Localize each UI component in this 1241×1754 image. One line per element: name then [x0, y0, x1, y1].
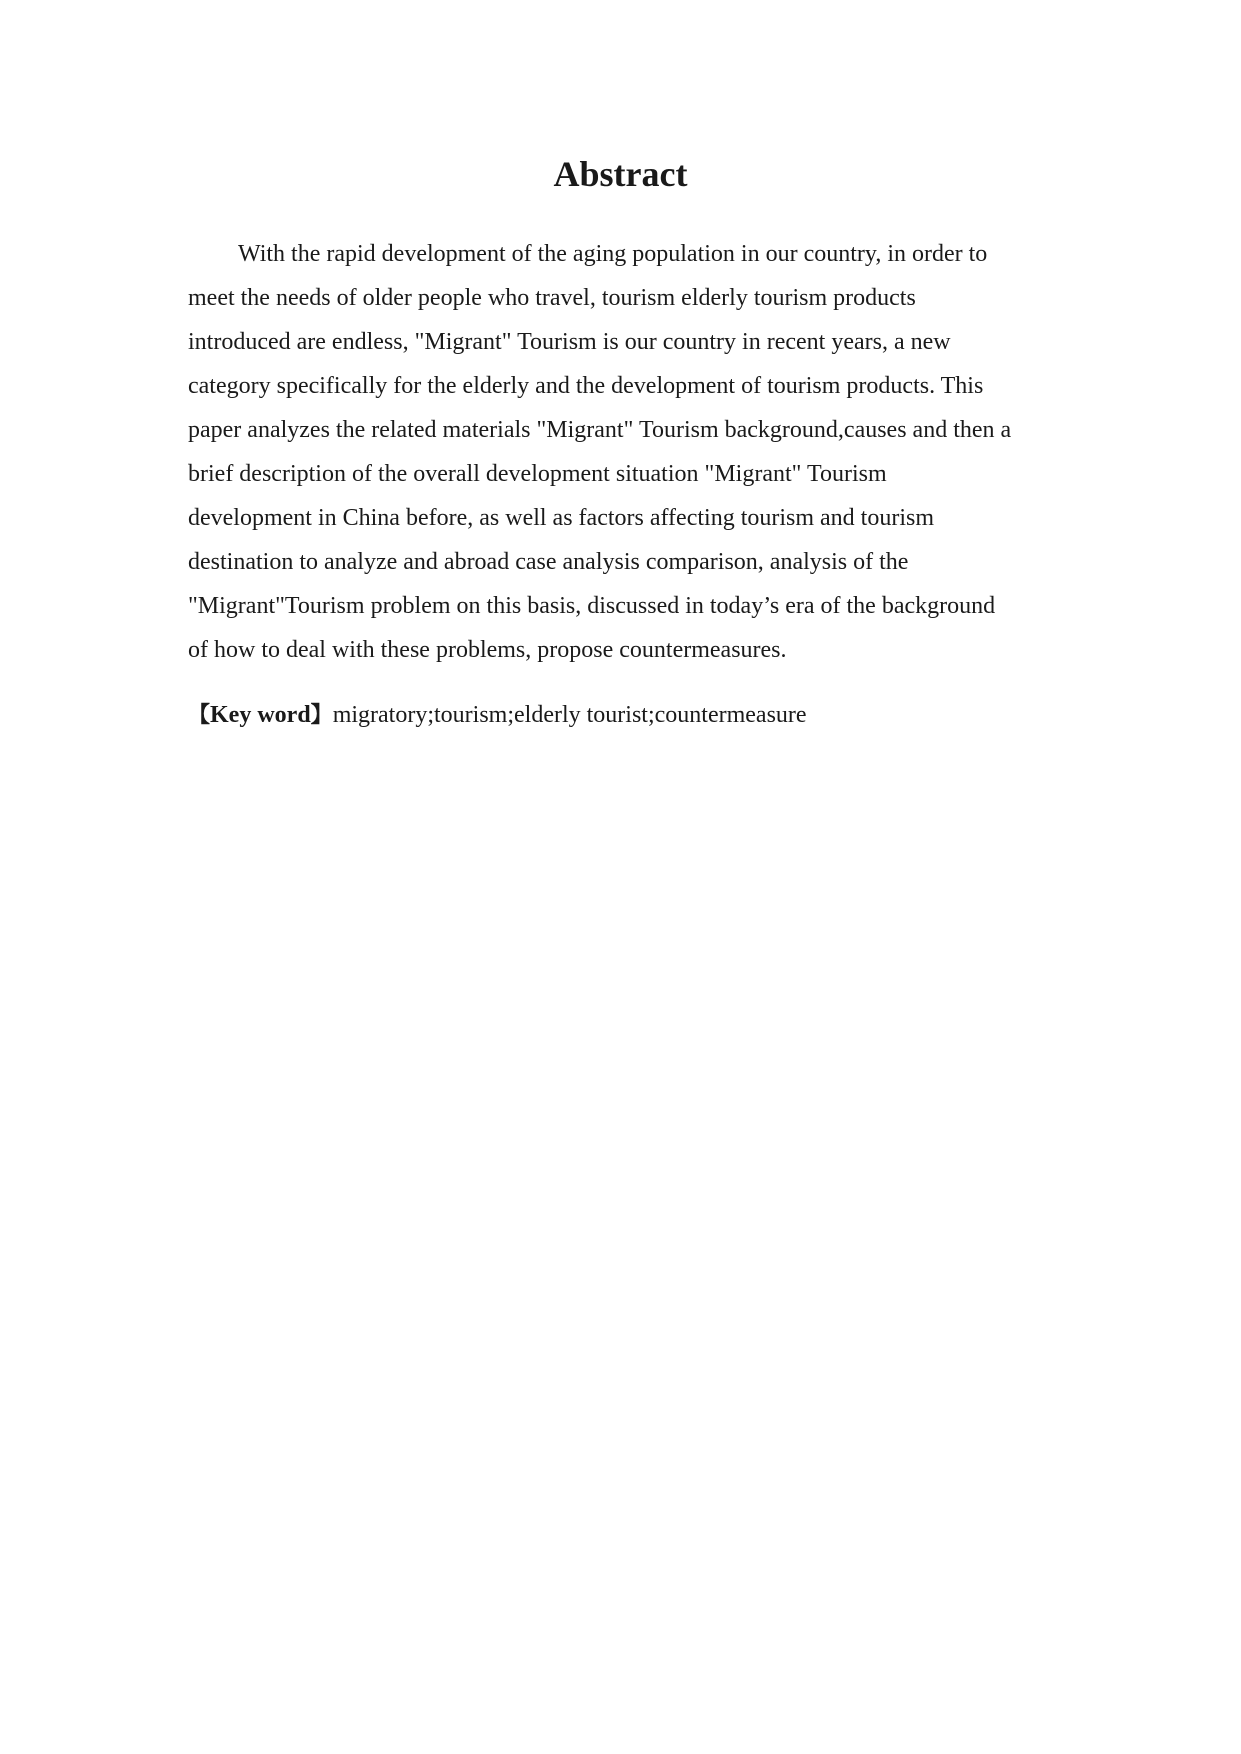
abstract-line: "Migrant"Tourism problem on this basis, discussed in today’s era of the background [188, 593, 996, 619]
abstract-line: introduced are endless, "Migrant" Tourism is our country in recent years, a new [188, 329, 951, 355]
keywords-open-bracket: 【 [188, 703, 211, 728]
abstract-line: destination to analyze and abroad case analysis comparison, analysis of the [188, 549, 909, 575]
page-title: Abstract [553, 154, 688, 194]
keywords-value: migratory;tourism;elderly tourist;countermeasure [332, 702, 807, 728]
abstract-line: paper analyzes the related materials "Migrant" Tourism background,causes and then a [188, 417, 1012, 443]
abstract-line: meet the needs of older people who travel, tourism elderly tourism products [188, 285, 916, 311]
keywords-label: Key word [210, 702, 311, 728]
keywords-close-bracket: 】 [310, 703, 333, 728]
abstract-line: brief description of the overall development situation "Migrant" Tourism [188, 461, 887, 487]
abstract-line: of how to deal with these problems, propose countermeasures. [188, 637, 787, 663]
abstract-line: category specifically for the elderly and the development of tourism products. This [188, 373, 984, 399]
abstract-paragraph [188, 232, 1060, 672]
keywords-line [188, 693, 1060, 737]
abstract-line: development in China before, as well as factors affecting tourism and tourism [188, 505, 935, 531]
abstract-line: With the rapid development of the aging population in our country, in order to [238, 241, 988, 267]
